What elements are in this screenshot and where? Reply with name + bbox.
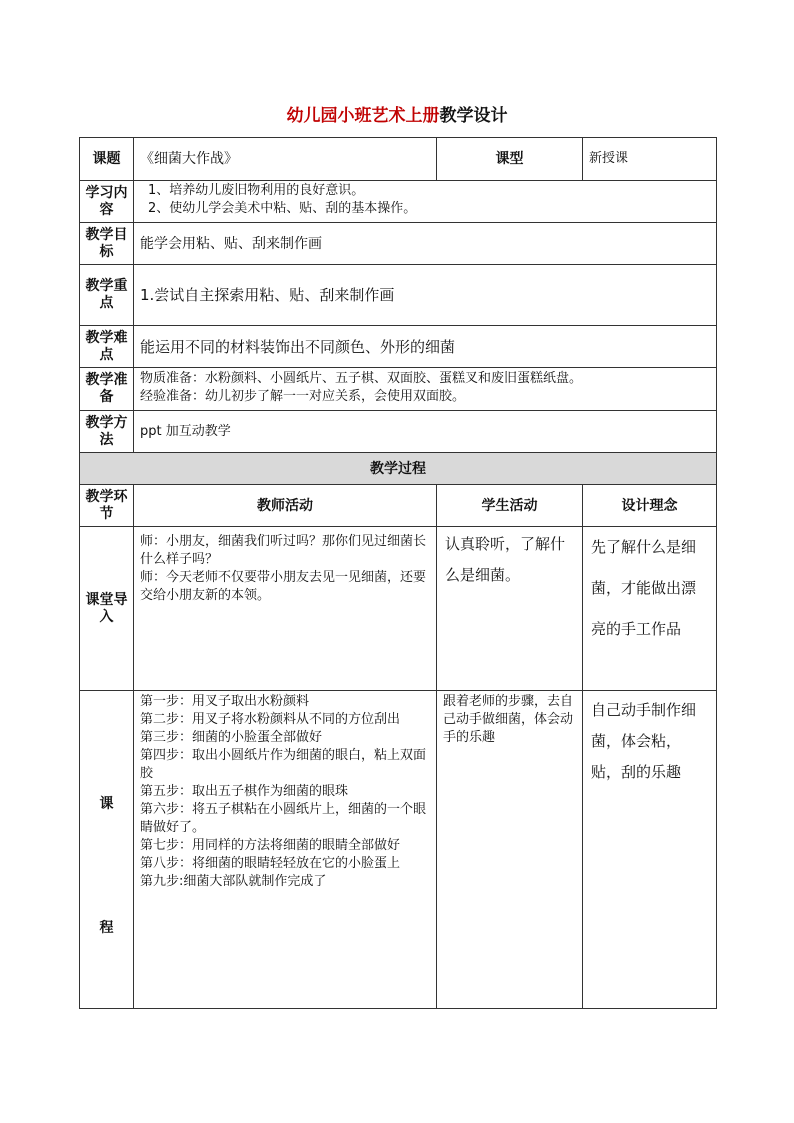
title-black-part: 教学设计 [439,106,508,126]
difficulty-label: 教学难点 [80,326,134,368]
type-label: 课型 [437,138,583,181]
col-concept: 设计理念 [583,485,717,527]
intro-teacher-line: 师：今天老师不仅要带小朋友去见一见细菌，还要交给小朋友新的本领。 [140,570,427,603]
course-label: 课题 [80,138,134,181]
step-item: 第五步：取出五子棋作为细菌的眼珠 [140,784,349,799]
lesson-student: 跟着老师的步骤，去自己动手做细菌，体会动手的乐趣 [437,691,583,1009]
document-title [0,104,794,128]
row-method [80,411,717,453]
row-difficulty [80,326,717,368]
intro-teacher-line: 师：小朋友，细菌我们听过吗？那你们见过细菌长什么样子吗？ [140,534,427,567]
step-item: 第八步：将细菌的眼睛轻轻放在它的小脸蛋上 [140,856,401,871]
intro-student: 认真聆听，了解什么是细菌。 [437,527,583,691]
intro-label: 课堂导入 [80,527,134,691]
step-item: 第一步：用叉子取出水粉颜料 [140,694,310,709]
row-columns [80,485,717,527]
prep-line: 经验准备：幼儿初步了解一一对应关系，会使用双面胶。 [140,389,466,404]
row-key [80,265,717,326]
row-intro [80,527,717,691]
lesson-label-top: 课 [99,796,114,812]
step-item: 第六步：将五子棋粘在小圆纸片上，细菌的一个眼睛做好了。 [140,802,427,835]
row-content [80,181,717,223]
intro-teacher-cell [134,527,437,691]
row-goal [80,223,717,265]
intro-concept: 先了解什么是细菌，才能做出漂亮的手工作品 [583,527,717,691]
step-item: 第三步：细菌的小脸蛋全部做好 [140,730,323,745]
lesson-steps-cell [134,691,437,1009]
col-teacher: 教师活动 [134,485,437,527]
prep-line: 物质准备：水粉颜料、小圆纸片、五子棋、双面胶、蛋糕叉和废旧蛋糕纸盘。 [140,371,583,386]
type-value: 新授课 [583,138,717,181]
goal-value: 能学会用粘、贴、刮来制作画 [134,223,717,265]
lesson-label-bottom: 程 [99,920,114,936]
lesson-plan-table [79,137,717,1009]
lesson-label-cell [80,691,134,1009]
prep-cell [134,368,717,411]
row-lesson [80,691,717,1009]
col-stage: 教学环节 [80,485,134,527]
col-student: 学生活动 [437,485,583,527]
process-title: 教学过程 [80,453,717,485]
row-prep [80,368,717,411]
step-item: 第四步：取出小圆纸片作为细菌的眼白，粘上双面胶 [140,748,427,781]
step-item: 第七步：用同样的方法将细菌的眼睛全部做好 [140,838,401,853]
step-item: 第九步:细菌大部队就制作完成了 [140,874,327,889]
content-line: 1、培养幼儿废旧物利用的良好意识。 [148,183,365,198]
step-item: 第二步：用叉子将水粉颜料从不同的方位刮出 [140,712,401,727]
difficulty-value: 能运用不同的材料装饰出不同颜色、外形的细菌 [134,326,717,368]
method-value: ppt 加互动教学 [134,411,717,453]
row-process-title [80,453,717,485]
key-label: 教学重点 [80,265,134,326]
row-course [80,138,717,181]
content-label: 学习内容 [80,181,134,223]
lesson-concept: 自己动手制作细菌，体会粘，贴，刮的乐趣 [583,691,717,1009]
prep-label: 教学准备 [80,368,134,411]
title-red-part: 幼儿园小班艺术上册 [286,106,440,126]
method-label: 教学方法 [80,411,134,453]
goal-label: 教学目标 [80,223,134,265]
content-line: 2、使幼儿学会美术中粘、贴、刮的基本操作。 [148,201,417,216]
content-cell [134,181,717,223]
course-value: 《细菌大作战》 [134,138,437,181]
key-value: 1.尝试自主探索用粘、贴、刮来制作画 [134,265,717,326]
